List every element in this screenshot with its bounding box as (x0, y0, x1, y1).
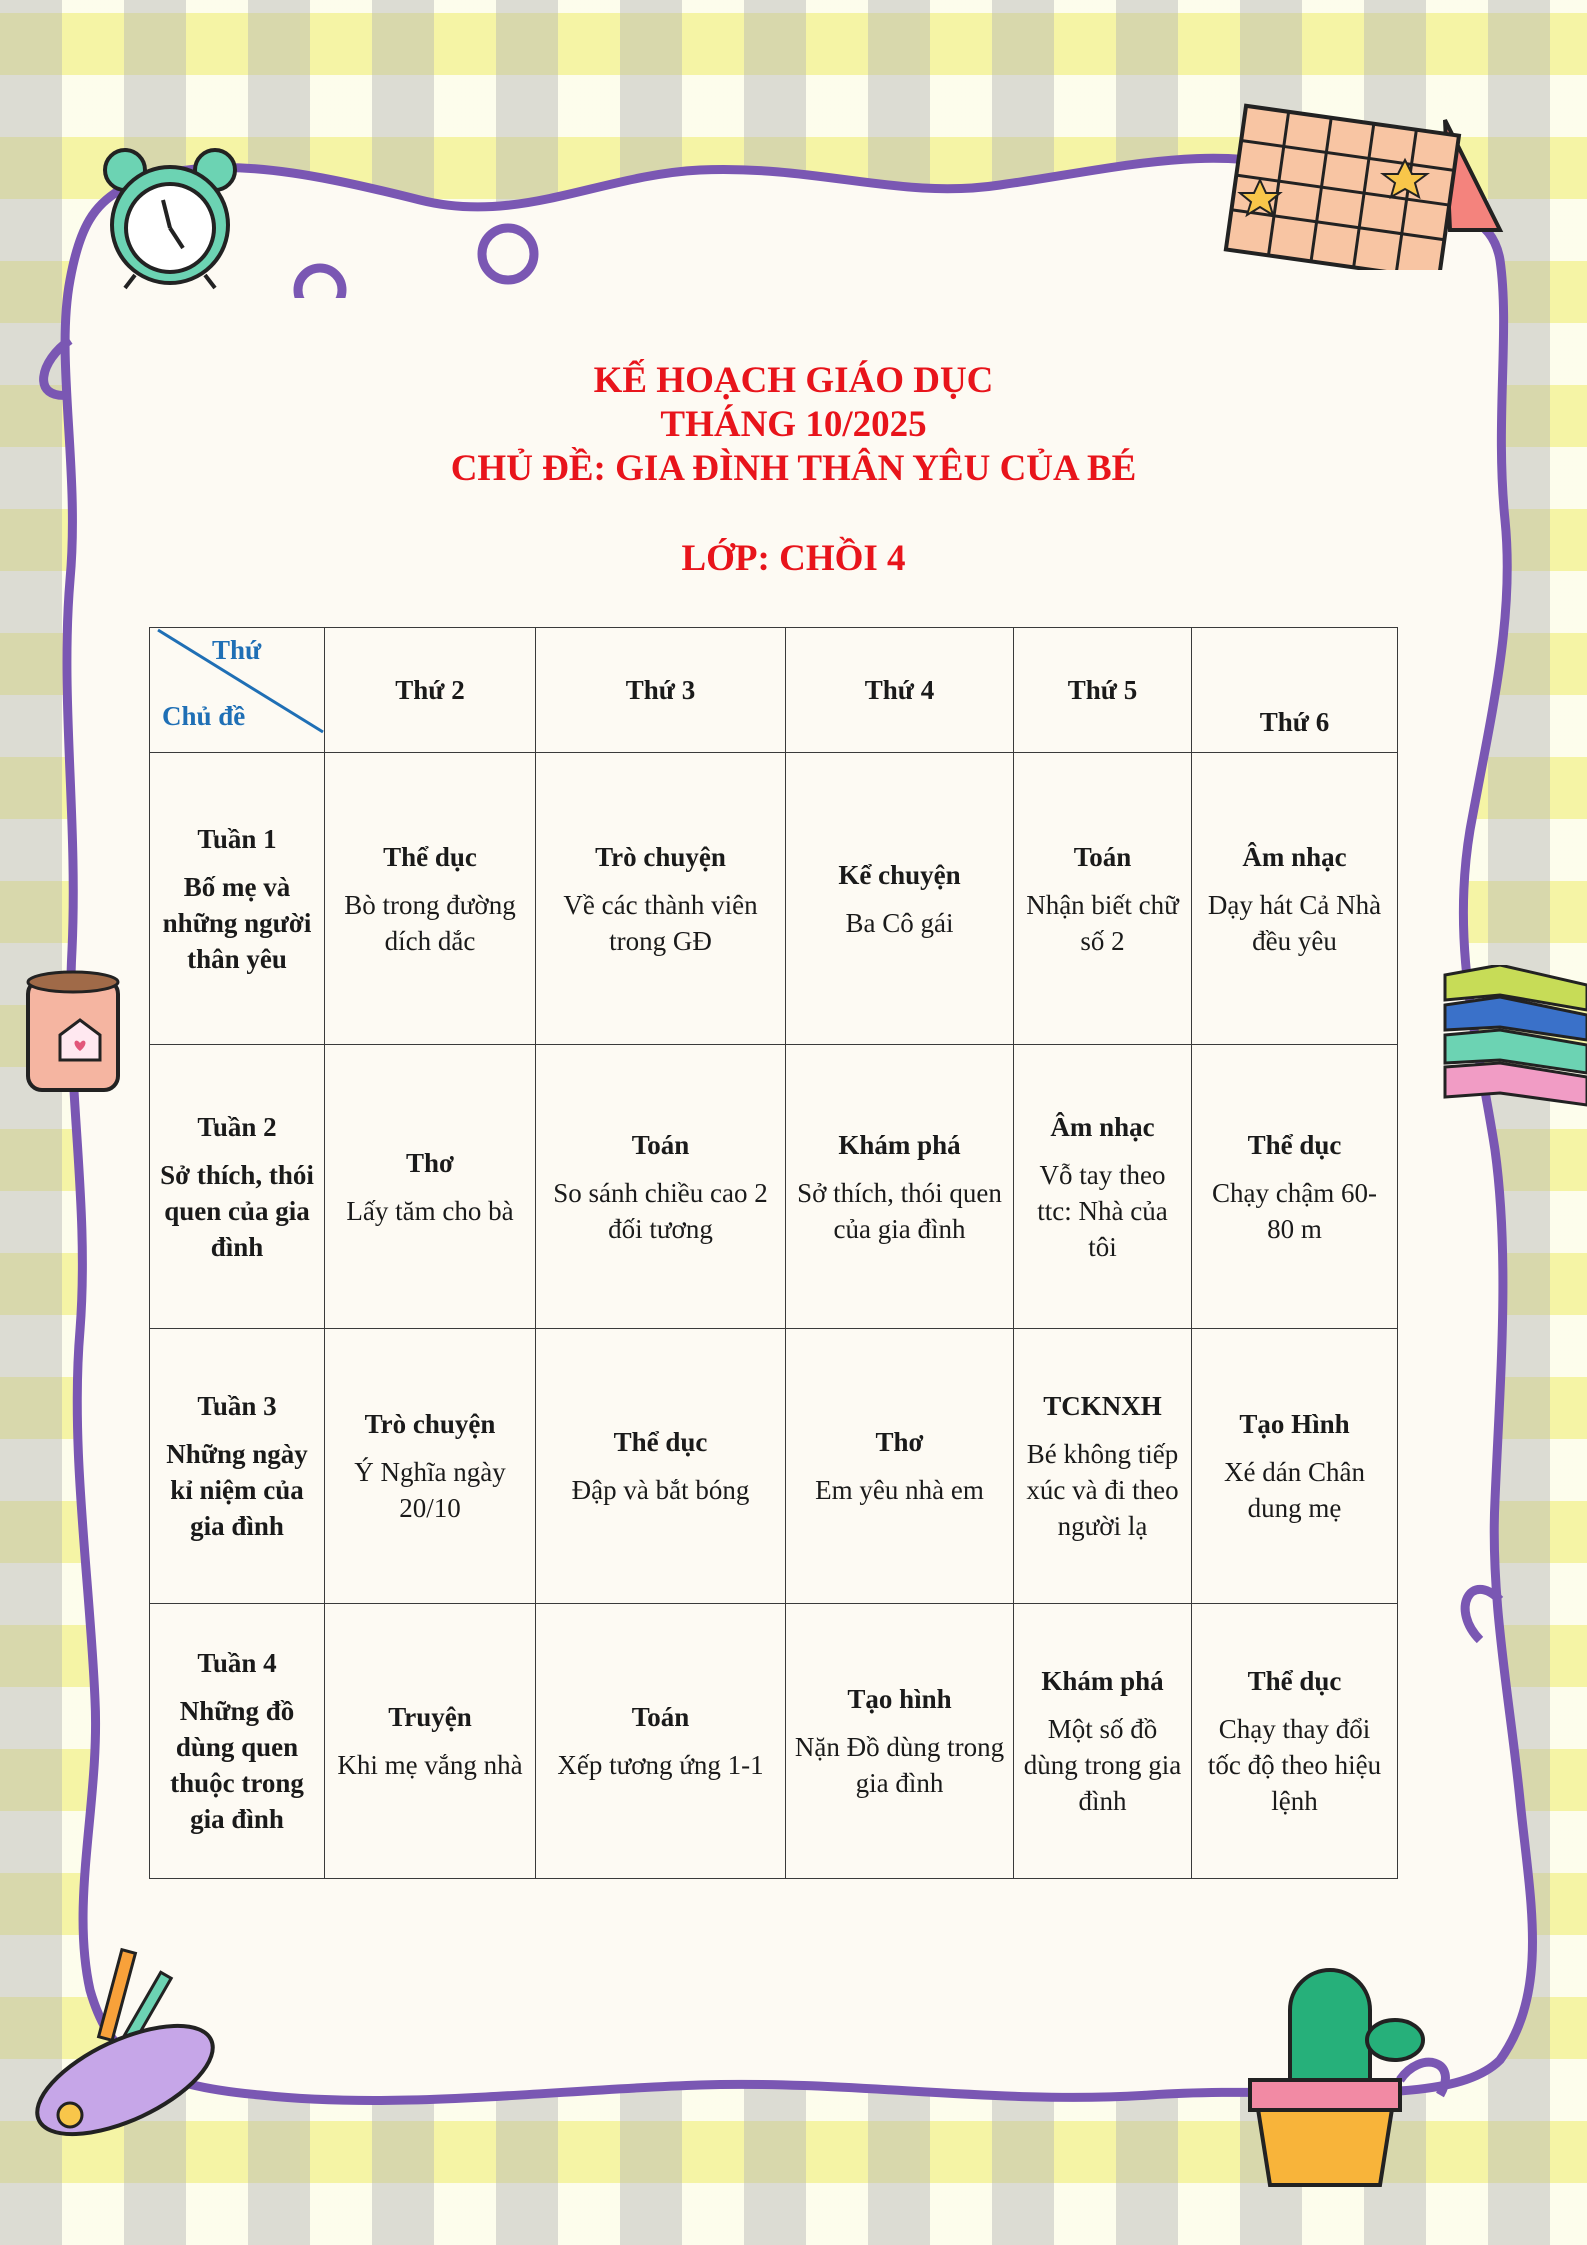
week-cell (150, 753, 325, 1045)
activity-label: Ý Nghĩa ngày 20/10 (354, 1457, 506, 1523)
subject-label: Tạo Hình (1239, 1409, 1350, 1439)
week-topic: Sở thích, thói quen của gia đình (160, 1159, 314, 1262)
activity-label: Xếp tương ứng 1-1 (557, 1750, 764, 1780)
activity-label: Về các thành viên trong GĐ (563, 889, 758, 956)
activity-cell (325, 753, 536, 1045)
activity-cell (536, 1045, 786, 1329)
subject-label: Thể dục (613, 1427, 708, 1457)
subject-label: Toán (631, 1129, 690, 1160)
month-title: THÁNG 10/2025 (660, 404, 927, 445)
subject-label: Tạo hình (847, 1684, 952, 1714)
corner-label-topic: Chủ đề (162, 701, 246, 731)
activity-label: Xé dán Chân dung mẹ (1224, 1457, 1365, 1523)
activity-label: Dạy hát Cả Nhà đều yêu (1207, 889, 1382, 956)
week-topic: Những ngày kỉ niệm của gia đình (166, 1439, 308, 1541)
mug-icon (20, 965, 120, 1095)
activity-cell (536, 1604, 786, 1879)
corner-cell (150, 628, 325, 753)
week-label: Tuần 2 (197, 1111, 277, 1142)
subject-label: Thể dục (383, 841, 477, 872)
subject-label: Kể chuyện (838, 859, 961, 890)
subject-label: Thể dục (1247, 1129, 1342, 1160)
subject-label: Khám phá (1041, 1666, 1164, 1696)
week-cell (150, 1045, 325, 1329)
activity-label: Bé không tiếp xúc và đi theo người lạ (1026, 1439, 1179, 1541)
week-label: Tuần 3 (197, 1391, 277, 1421)
activity-label: Nặn Đồ dùng trong gia đình (794, 1732, 1005, 1798)
day-header: Thứ 6 (1192, 628, 1398, 753)
subject-label: Thơ (406, 1147, 454, 1178)
calendar-icon (1205, 80, 1505, 270)
day-header: Thứ 2 (325, 628, 536, 753)
activity-label: Chạy chậm 60-80 m (1212, 1177, 1377, 1244)
subject-label: Âm nhạc (1242, 841, 1347, 872)
header-row (150, 628, 1398, 753)
activity-cell (325, 1604, 536, 1879)
activity-cell (786, 1329, 1014, 1604)
pencil-case-icon (30, 1940, 220, 2150)
alarm-clock-icon (85, 140, 255, 290)
activity-cell (1192, 1329, 1398, 1604)
subject-label: Trò chuyện (595, 841, 726, 872)
activity-cell (536, 1329, 786, 1604)
day-header: Thứ 5 (1014, 628, 1192, 753)
subject-label: Toán (631, 1702, 690, 1732)
subject-label: TCKNXH (1043, 1391, 1162, 1421)
week-row (150, 1604, 1398, 1879)
activity-cell (1192, 1045, 1398, 1329)
subject-label: Truyện (388, 1702, 472, 1732)
activity-cell (1014, 1329, 1192, 1604)
plan-table (149, 627, 1398, 1879)
activity-cell (1192, 753, 1398, 1045)
activity-cell (786, 1604, 1014, 1879)
activity-cell (786, 753, 1014, 1045)
activity-label: Em yêu nhà em (815, 1475, 984, 1505)
activity-cell (1014, 753, 1192, 1045)
subject-label: Thơ (875, 1427, 924, 1457)
corner-label-day: Thứ (212, 635, 262, 665)
activity-label: Vỗ tay theo ttc: Nhà của tôi (1037, 1159, 1168, 1262)
week-row (150, 1045, 1398, 1329)
week-label: Tuần 1 (197, 823, 277, 854)
week-row (150, 1329, 1398, 1604)
theme-title: CHỦ ĐỀ: GIA ĐÌNH THÂN YÊU CỦA BÉ (450, 448, 1137, 489)
activity-cell (786, 1045, 1014, 1329)
activity-label: Đập và bắt bóng (571, 1475, 750, 1505)
week-cell (150, 1329, 325, 1604)
activity-cell (536, 753, 786, 1045)
subject-label: Thể dục (1247, 1666, 1342, 1696)
cactus-icon (1245, 1960, 1435, 2190)
subject-label: Khám phá (838, 1129, 961, 1160)
activity-label: Sở thích, thói quen của gia đình (797, 1177, 1002, 1244)
activity-cell (1014, 1604, 1192, 1879)
activity-label: Lấy tăm cho bà (346, 1195, 514, 1226)
activity-label: Ba Cô gái (845, 907, 954, 938)
activity-label: Khi mẹ vắng nhà (337, 1750, 523, 1780)
activity-label: So sánh chiều cao 2 đối tương (553, 1177, 768, 1244)
activity-label: Bò trong đường dích dắc (344, 889, 516, 956)
activity-cell (325, 1045, 536, 1329)
activity-cell (325, 1329, 536, 1604)
activity-label: Một số đồ dùng trong gia đình (1023, 1714, 1182, 1816)
activity-label: Nhận biết chữ số 2 (1026, 889, 1179, 956)
activity-label: Chạy thay đổi tốc độ theo hiệu lệnh (1207, 1714, 1382, 1816)
page-title: KẾ HOẠCH GIÁO DỤC (593, 360, 994, 401)
subject-label: Toán (1073, 841, 1132, 872)
day-header: Thứ 4 (786, 628, 1014, 753)
day-header: Thứ 3 (536, 628, 786, 753)
week-label: Tuần 4 (197, 1648, 277, 1678)
class-title: LỚP: CHỒI 4 (681, 538, 906, 579)
books-icon (1440, 965, 1587, 1125)
week-cell (150, 1604, 325, 1879)
subject-label: Trò chuyện (364, 1409, 496, 1439)
week-topic: Bố mẹ và những người thân yêu (162, 871, 312, 974)
activity-cell (1192, 1604, 1398, 1879)
week-topic: Những đồ dùng quen thuộc trong gia đình (170, 1696, 304, 1834)
subject-label: Âm nhạc (1050, 1111, 1155, 1142)
week-row (150, 753, 1398, 1045)
activity-cell (1014, 1045, 1192, 1329)
